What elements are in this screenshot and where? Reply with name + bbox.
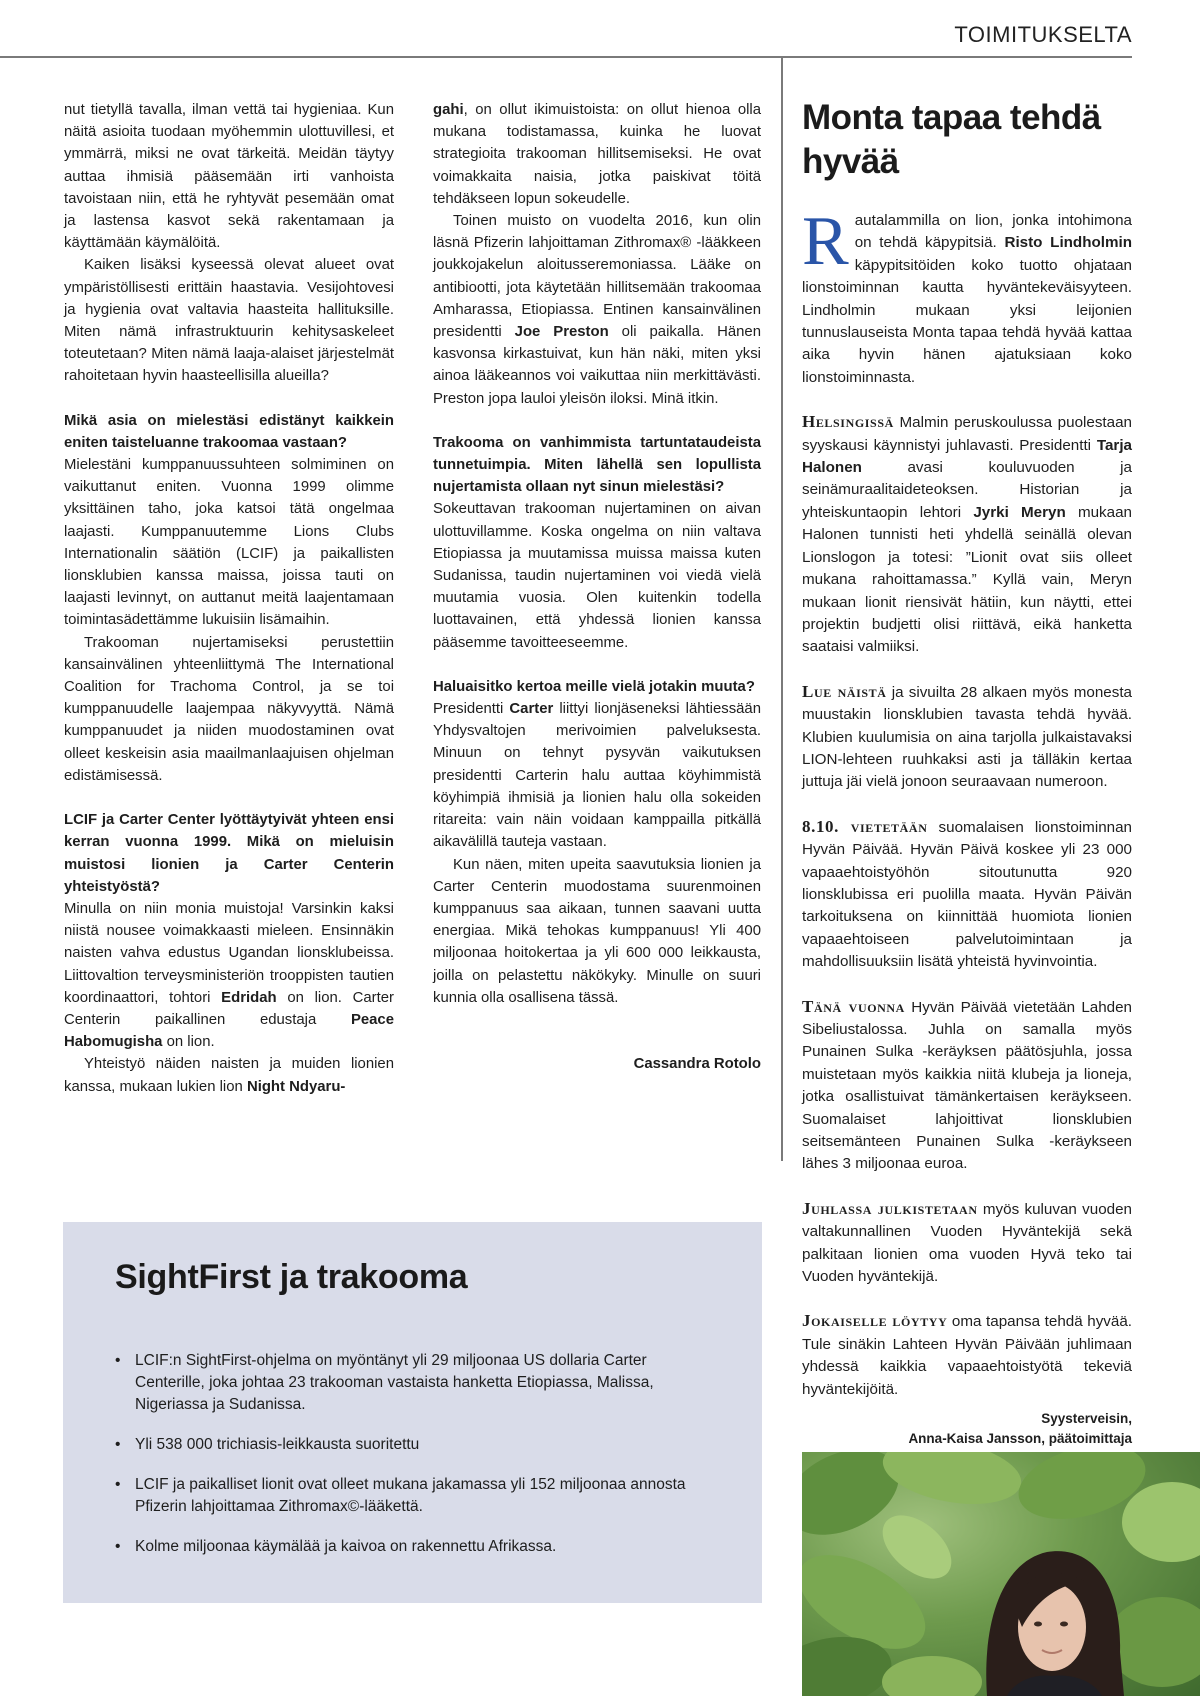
question: Trakooma on vanhimmista tartuntataudeista tunnetuimpia. Miten lähellä sen lopullista nujertamista ollaan nyt sinun mielestäsi? xyxy=(433,434,761,496)
list-item: • Yli 538 000 trichiasis-leikkausta suoritettu xyxy=(115,1434,715,1456)
answer: Sokeuttavan trakooman nujertaminen on aivan ulottuvillamme. Koska ongelma on niin valtava Etiopiassa ja muutamissa muissa maissa kuten Sudanissa, taudin nujertaminen voi viedä vielä muutamia vuosia. Olen kuitenkin todella luottavainen, että yhdessä lionien kanssa pääsemme tavoitteeseemme. xyxy=(433,501,761,651)
author: Anna-Kaisa Jansson, päätoimittaja xyxy=(908,1431,1132,1447)
text-run: Hyvän Päivää vietetään Lahden Sibeliustalossa. Juhla on samalla myös Punainen Sulka -keräyksen päätösjuhla, jossa muistetaan myös kaikkia niitä klubeja ja lioneja, jotka osallistuivat tämänkertaisen keräykseen. Suomalaiset lahjoittivat lionsklubien seitsemänteen Punainen Sulka -keräykseen lähes 3 miljoonaa euroa. xyxy=(802,998,1132,1173)
text-run: käpypitsitöiden koko tuotto ohjataan lionstoiminnan kautta hyväntekeväisyyteen. Lindholmin mukaan yksi leijonien tunnuslauseista Monta tapaa tehdä hyvää kattaa aika hyvin hänen ajatuksiaan koko lionstoiminnasta. xyxy=(802,256,1132,386)
paragraph xyxy=(802,681,1132,794)
name: Edridah xyxy=(221,989,277,1006)
answer xyxy=(433,698,761,853)
text-run: on lion. xyxy=(162,1034,215,1051)
paragraph xyxy=(802,816,1132,974)
text-run: , on ollut ikimuistoista: on ollut hienoa olla mukana todistamassa, kuinka he luovat strategioita trakooman hillitsemiseksi. He ovat voimakkaita naisia, jotka paiskivat töitä tehdäkseen lopun sokeudelle. xyxy=(433,102,761,207)
paragraph xyxy=(433,99,761,210)
name: Peace Habomugisha xyxy=(64,1011,394,1051)
lead-in: 8.10. vietetään xyxy=(802,816,928,836)
paragraph xyxy=(64,1053,394,1097)
answer: Mielestäni kumppanuussuhteen solmiminen on vaikuttanut eniten. Vuonna 1999 olimme yksittäinen taho, joka katsoi tätä ongelmaa laajasti. Kumppanuutemme Lions Clubs Internationalin säätiön (LCIF) ja paikallisten lionsklubien kanssa maissa, joissa tauti on laajasti levinnyt, on auttanut meitä laajentamaan toimintasädettämme lukuisiin lisämaihin. xyxy=(64,457,394,629)
text-run: suomalaisen lionstoiminnan Hyvän Päivää. Hyvän Päivä koskee yli 23 000 vapaaehtoistyöhön sitoutunutta 920 lionsklubissa eri puolilla maata. Hyvän Päivän tarkoituksena on kiinnittää huomiota lionien vapaaehtoiseen palvelutoimintaan ja mahdollisuuksiin lisätä yhteistä hyvinvointia. xyxy=(802,818,1132,971)
paragraph: Kun näen, miten upeita saavutuksia lionien ja Carter Centerin muodostama suurenmoinen kumppanuus saa aikaan, tunnen saavani uutta energiaa. Mikä tehokas kumppanuus! Yli 400 miljoonaa hoitokertaa ja yli 600 000 leikkausta, joilla on pelastettu näkökyky. Minulle on suuri kunnia olla osallisena tässä. xyxy=(433,856,761,1006)
name: Risto Lindholmin xyxy=(1004,234,1132,252)
top-rule xyxy=(0,56,1132,58)
text-run: mukaan Halonen tunnisti heti yhdellä seinällä olevan Lionslogon ja totesi: ”Lionit ovat siis olleet mukana rahoittamassa.” Kyllä vain, Meryn mukaan lionit riensivät hätiin, kun näytti, ettei projektin budjetti olisi riittävä, eikä hanketta saataisi valmiiksi. xyxy=(802,503,1132,656)
editorial-intro xyxy=(802,203,1132,389)
lead-in: Jokaiselle löytyy xyxy=(802,1311,948,1331)
section-label: TOIMITUKSELTA xyxy=(954,22,1132,47)
editorial-column xyxy=(802,96,1132,1449)
lead-in: Lue näistä xyxy=(802,681,887,701)
text-run: myös kuluvan vuoden valtakunnallinen Vuoden Hyväntekijä sekä palkitaan lionien oma vuoden Hyvä teko tai Vuoden hyväntekijä. xyxy=(802,1200,1132,1286)
list-item: • LCIF:n SightFirst-ohjelma on myöntänyt yli 29 miljoonaa US dollaria Carter Centerille, joka johtaa 23 trakooman vastaista hanketta Etiopiassa, Malissa, Nigeriassa ja Sudanissa. xyxy=(115,1350,715,1416)
question: LCIF ja Carter Center lyöttäytyivät yhteen ensi kerran vuonna 1999. Mikä on mieluisin muistosi lionien ja Carter Centerin yhteistyöstä? xyxy=(64,812,394,895)
name: gahi xyxy=(433,102,464,118)
lead-in: Juhlassa julkistetaan xyxy=(802,1198,978,1218)
interview-column-1 xyxy=(64,99,394,1098)
name: Carter xyxy=(509,701,554,718)
factbox-title: SightFirst ja trakooma xyxy=(115,1258,468,1296)
text-run: avasi kouluvuoden ja seinämuraalitaideteoksen. Historian ja yhteiskuntaopin lehtori xyxy=(802,459,1132,521)
answer xyxy=(64,898,394,1053)
lead-in: Helsingissä xyxy=(802,412,894,432)
text-run: ja sivuilta 28 alkaen myös monesta muustakin lionsklubien tavasta tehdä hyvää. Klubien kuulumisia on aina tarjolla julkaistavaksi LION-lehteen ruuhkaksi asti ja tälläkin kertaa juttuja jäi vielä jonoon seuraavaan numeroon. xyxy=(802,683,1132,791)
text-run: Yhteistyö näiden naisten ja muiden lionien kanssa, mukaan lukien lion xyxy=(64,1056,394,1095)
name: Night Ndyaru- xyxy=(246,1078,346,1095)
editor-photo xyxy=(802,1452,1200,1696)
text-run: oli paikalla. Hänen kasvonsa kirkastuivat, kun hän näki, miten yksi ainoa lääkeannos voi vaikuttaa niin merkittävästi. Preston jopa lauloi yleisön iloksi. Minä itkin. xyxy=(433,324,761,407)
text-run: Minulla on niin monia muistoja! Varsinkin kaksi niistä nousee voimakkaasti mieleen. Ensinnäkin naisten vahva edustus Ugandan lionsklubeissa. Liittovaltion terveysministeriön trooppisten tautien koordinaattori, tohtori xyxy=(64,900,394,1006)
text-run: liittyi lionjäseneksi lähtiessään Yhdysvaltojen merivoimien palveluksesta. Minuun on tehnyt pysyvän vaikutuksen presidentti Carterin halu auttaa köyhimmistä köyhimpiä ihmisiä ja lionien halu olla sokeiden ritareita: vain näin voidaan kamppailla pitkällä aikavälillä tauteja vastaan. xyxy=(433,701,761,851)
editor-photo-illustration xyxy=(802,1452,1200,1696)
text-run: on lion. Carter Centerin paikallinen edustaja xyxy=(64,989,394,1028)
column-divider xyxy=(781,56,783,1161)
paragraph xyxy=(802,1310,1132,1401)
paragraph xyxy=(802,996,1132,1176)
portrait xyxy=(986,1551,1124,1696)
text-run: autalammilla on lion, jonka intohimona on tehdä käpypitsiä. xyxy=(854,212,1132,252)
drop-cap: R xyxy=(802,203,849,280)
factbox-list xyxy=(115,1350,715,1576)
text-run: Presidentti xyxy=(433,701,510,718)
text-run: oma tapansa tehdä hyvää. Tule sinäkin Lahteen Hyvän Päivään juhlimaan yhdessä kaikkia vapaaehtoistyötä tekeviä hyväntekijöitä. xyxy=(802,1313,1132,1398)
lead-in: Tänä vuonna xyxy=(802,996,905,1016)
paragraph: Kaiken lisäksi kyseessä olevat alueet ovat ympäristöllisesti erittäin haastavia. Vesijohtovesi ja hygienia ovat valtavia haasteita hallituksille. Miten nämä infrastruktuurin kehitysaskeleet toteutetaan? Miten nämä laaja-alaiset järjestelmät rahoitetaan hyvin haasteellisilla alueilla? xyxy=(64,257,394,385)
question: Mikä asia on mielestäsi edistänyt kaikkein eniten taisteluanne trakoomaa vastaan? xyxy=(64,412,394,451)
paragraph: Trakooman nujertamiseksi perustettiin kansainvälinen yhteenliittymä The International Coalition for Trachoma Control, ja se toi kumppanuudelle laajempaa näkyvyyttä. Nämä kumppanuudet ja niiden muodostaminen ovat olleet keskeisin asia maailmanlaajuisen ohjelman edistämisessä. xyxy=(64,634,394,784)
paragraph xyxy=(802,411,1132,658)
paragraph xyxy=(433,210,761,410)
text-run: Malmin peruskoulussa puolestaan syyskausi käynnistyi juhlavasti. Presidentti xyxy=(802,414,1132,454)
editorial-title: Monta tapaa tehdä hyvää xyxy=(802,98,1101,181)
question: Haluaisitko kertoa meille vielä jotakin muuta? xyxy=(433,678,755,695)
text-run: Toinen muisto on vuodelta 2016, kun olin läsnä Pfizerin lahjoittaman Zithromax® -lääkkeen joukkojakelun aloitusseremoniassa. Lääke on antibiootti, jota käytetään hillitsemään trakoomaa Amharassa, Etiopiassa. Entinen kansainvälinen presidentti xyxy=(433,213,761,341)
closing: Syysterveisin, xyxy=(1041,1411,1132,1427)
name: Tarja Halonen xyxy=(802,436,1132,477)
editorial-signature xyxy=(802,1409,1132,1449)
list-item: • Kolme miljoonaa käymälää ja kaivoa on rakennettu Afrikassa. xyxy=(115,1536,715,1558)
interview-column-2 xyxy=(433,99,761,1075)
name: Jyrki Meryn xyxy=(973,503,1066,521)
paragraph xyxy=(802,1198,1132,1289)
list-item: • LCIF ja paikalliset lionit ovat olleet mukana jakamassa yli 152 miljoonaa annosta Pfizerin lahjoittamaa Zithromax©-lääkettä. xyxy=(115,1474,715,1518)
paragraph: nut tietyllä tavalla, ilman vettä tai hygieniaa. Kun näitä asioita tuodaan myöhemmin ulottuvillesi, et ymmärrä, miksi ne ovat tärkeitä. Meidän täytyy auttaa ihmisiä pääsemään irti vanhoista tavoistaan niin, että he ryhtyvät pesemään omat ja lastensa kasvot sekä rakentamaan ja käyttämään käymälöitä. xyxy=(64,102,394,252)
article-signature: Cassandra Rotolo xyxy=(633,1055,761,1072)
factbox xyxy=(63,1222,762,1603)
name: Joe Preston xyxy=(514,324,609,341)
